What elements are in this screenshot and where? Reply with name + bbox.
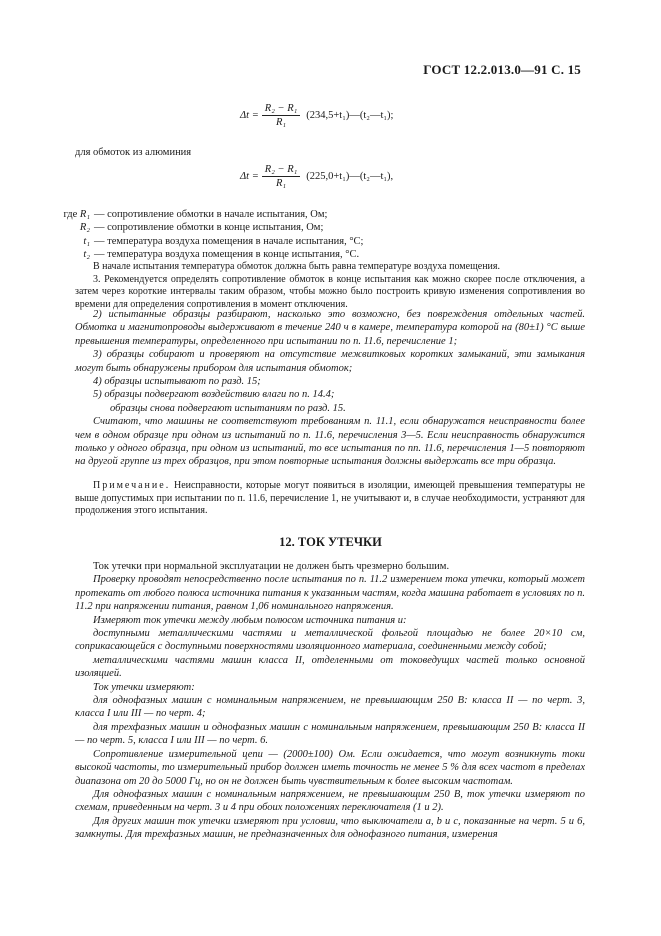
- paragraph: 3) образцы собирают и проверяют на отсутствие межвитковых коротких замыканий, эти замыкания могут быть обнаружены прибором для испытания обмоток;: [75, 349, 585, 374]
- legend-row: t₁ — температура воздуха помещения в начале испытания, °С;: [83, 235, 364, 247]
- small-notes: [75, 261, 585, 311]
- formula-fraction: [262, 103, 300, 128]
- paragraph: доступными металлическими частями и металлической фольгой площадью не более 20×10 см, соприкасающейся с доступными поверхностями изоляционного материала, соединенными между собой;: [75, 628, 585, 653]
- paragraph: Для однофазных машин с номинальным напряжением, не превышающим 250 В, ток утечки измеряют по схемам, приведенным на черт. 3 и 4 при обоих положениях переключателя (1 и 2).: [75, 788, 585, 814]
- paragraph: Измеряют ток утечки между любым полюсом источника питания и:: [93, 614, 407, 626]
- paragraph: 5) образцы подвергают воздействию влаги по п. 14.4;: [93, 389, 335, 401]
- formula-lhs: Δt =: [240, 171, 259, 182]
- paragraph: Сопротивление измерительной цепи — (2000±100) Ом. Если ожидается, что могут возникнуть токи высокой частоты, то измерительный прибор должен иметь точность не менее 5 % для всех частот в пределах диапазона от 20 до 5000 Гц, но он не должен быть чувствительным к более высоким частотам.: [75, 748, 585, 787]
- section-title: 12. ТОК УТЕЧКИ: [279, 535, 382, 549]
- formula-rest: (234,5+t₁)—(t₂—t₁);: [306, 110, 394, 121]
- formula-fraction: [262, 164, 300, 189]
- paragraph: образцы снова подвергают испытаниям по разд. 15.: [110, 402, 346, 414]
- paragraph: Ток утечки измеряют:: [93, 681, 195, 693]
- test-items: [75, 308, 585, 469]
- note-label: Примечание.: [93, 480, 171, 491]
- paragraph: 3. Рекомендуется определять сопротивление обмоток в конце испытания как можно скорее после отключения, а затем через короткие интервалы таким образом, чтобы можно было построить кривую изменения сопротивления во времени для определения сопротивления в момент отключения.: [75, 273, 585, 310]
- paragraph: В начале испытания температура обмоток должна быть равна температуре воздуха помещения.: [93, 261, 501, 272]
- paragraph: для трехфазных машин и однофазных машин с номинальным напряжением, превышающим 250 В: класса II — по черт. 5, класса I или III — по черт. 6.: [75, 721, 585, 747]
- formula-rest: (225,0+t₁)—(t₂—t₁),: [306, 171, 394, 182]
- paragraph: металлическими частями машин класса II, отделенными от токоведущих частей только основной изоляцией.: [75, 654, 585, 680]
- paragraph: для однофазных машин с номинальным напряжением, не превышающим 250 В: класса II — по черт. 3, класса I или III — по черт. 4;: [75, 695, 585, 720]
- legend-row: t₂ — температура воздуха помещения в конце испытания, °С.: [83, 248, 360, 260]
- section-body: [75, 560, 585, 842]
- legend-row: где R₁ — сопротивление обмотки в начале испытания, Ом;: [63, 209, 328, 220]
- formula-numerator: R₂ − R₁: [262, 103, 300, 116]
- formula-aluminum: [240, 164, 393, 189]
- page-header: ГОСТ 12.2.013.0—91 С. 15: [423, 62, 581, 77]
- aluminum-label: для обмоток из алюминия: [75, 147, 192, 158]
- formula-denominator: R₁: [275, 178, 287, 189]
- paragraph: Считают, что машины не соответствуют требованиям п. 11.1, если обнаружатся неисправности более чем в одном образце при одном из испытаний по п. 11.6, перечисления 3—5. Если неисправность обнаружится только у одного образца, при одном из испытаний, то все испытания по пп. 11.6, перечисления 1—5 повторяют на другой группе из трех образцов, при этом повторные испытания должны выдержать все три образца.: [75, 416, 585, 468]
- paragraph: 2) испытанные образцы разбирают, насколько это возможно, без повреждения отдельных частей. Обмотка и магнитопроводы выдерживают в течение 240 ч в камере, температура которой на (80±1) °С выше превышения температуры, определенного при испытании по п. 11.6, перечисление 1;: [75, 309, 585, 347]
- formula-lhs: Δt =: [240, 110, 259, 121]
- paragraph: Ток утечки при нормальной эксплуатации не должен быть чрезмерно большим.: [93, 561, 450, 572]
- note-block: [75, 480, 585, 518]
- formula-numerator: R₂ − R₁: [262, 164, 300, 177]
- formula-denominator: R₁: [275, 117, 287, 128]
- legend-row: R₂ — сопротивление обмотки в конце испытания, Ом;: [79, 222, 324, 234]
- paragraph: Проверку проводят непосредственно после испытания по п. 11.2 измерением тока утечки, который может протекать от любого полюса источника питания к указанным частям, когда машина работает в условиях по п. 11.2 при напряжении питания, равном 1,06 номинального напряжения.: [75, 574, 585, 613]
- paragraph: Для других машин ток утечки измеряют при условии, что выключатели a, b и c, показанные на черт. 5 и 6, замкнуты. Для трехфазных машин, не предназначенных для однофазного питания, измерения: [75, 815, 585, 841]
- paragraph: [75, 480, 585, 518]
- formula-copper: [240, 103, 393, 128]
- note-text: Неисправности, которые могут появиться в изоляции, имеющей превышения температуры не выше допустимых при испытании по п. 11.6, перечисление 1, не учитывают и, в случае необходимости, устраняют для продолжения этого испытания.: [75, 480, 585, 517]
- formula-legend: [46, 208, 363, 261]
- paragraph: 4) образцы испытывают по разд. 15;: [93, 376, 261, 388]
